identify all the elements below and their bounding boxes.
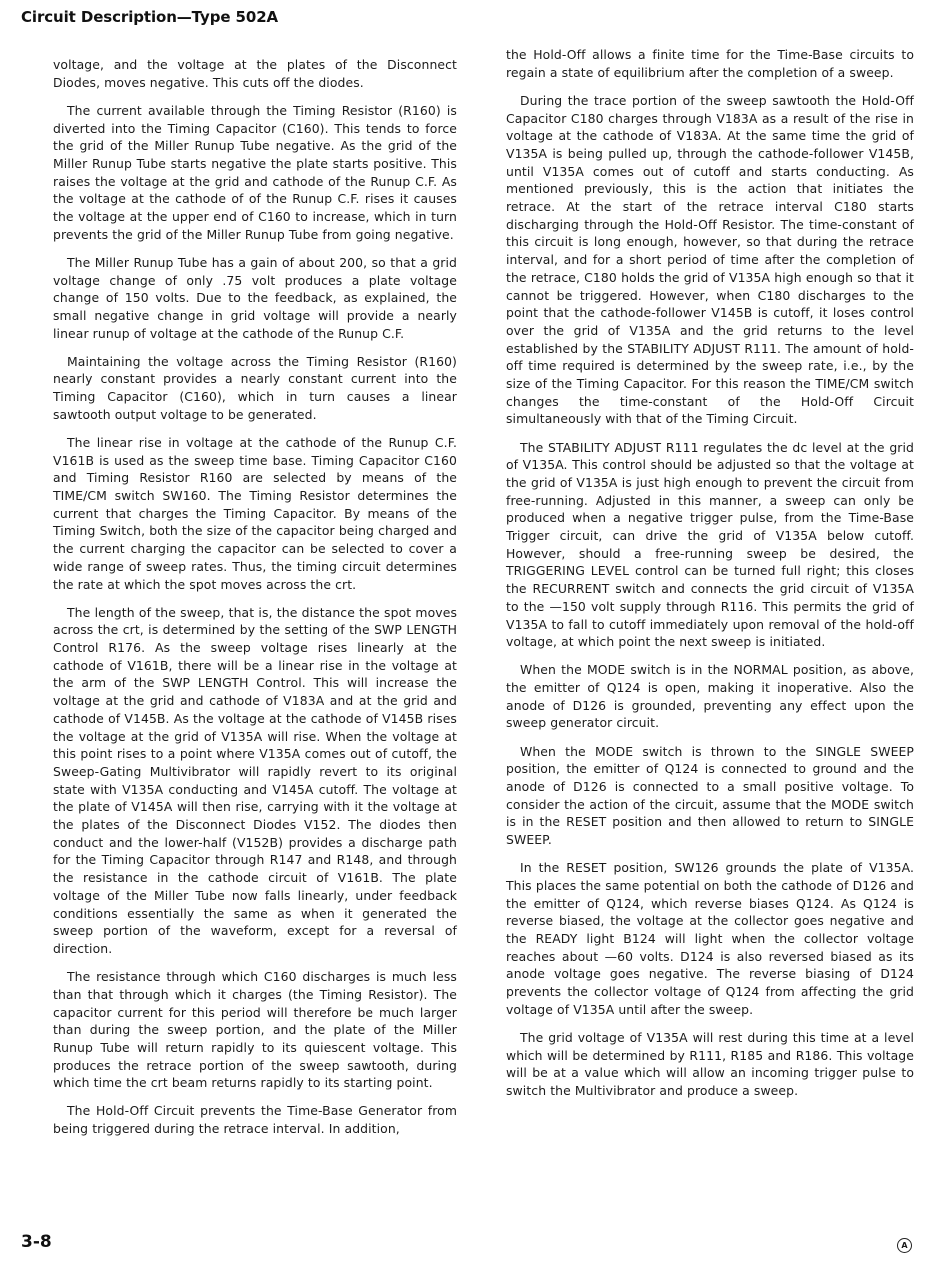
revision-mark-icon: A — [897, 1238, 912, 1253]
paragraph: During the trace portion of the sweep sawtooth the Hold-Off Capacitor C180 charges through V183A as a result of the rise in voltage at the cathode of V183A. At the same time the grid of V135A is being pulled up, through the cathode-follower V145B, until V135A comes out of cutoff and starts conducting. As mentioned previously, this is the action that initiates the retrace. At the start of the retrace interval C180 starts discharging through the Hold-Off Resistor. The time-constant of this circuit is long enough, however, so that during the retrace interval, and for a short period of time after the completion of the retrace, C180 holds the grid of V135A high enough so that it cannot be triggered. However, when C180 discharges to the point that the cathode-follower V145B is cutoff, it loses control over the grid of V135A and the grid returns to the level established by the STABILITY ADJUST R111. The amount of hold-off time required is determined by the sweep rate, i.e., by the size of the Timing Capacitor. For this reason the TIME/CM switch changes the time-constant of the Hold-Off Circuit simultaneously with that of the Timing Circuit. — [506, 92, 914, 427]
paragraph: When the MODE switch is thrown to the SINGLE SWEEP position, the emitter of Q124 is connected to ground and the anode of D126 is connected to a small positive voltage. To consider the action of the circuit, assume that the MODE switch is in the RESET position and then allowed to return to SINGLE SWEEP. — [506, 743, 914, 848]
paragraph: The Hold-Off Circuit prevents the Time-Base Generator from being triggered during the retrace interval. In addition, — [53, 1103, 457, 1137]
paragraph: The current available through the Timing Resistor (R160) is diverted into the Timing Capacitor (C160). This tends to force the grid of the Miller Runup Tube negative. As the grid of the Miller Runup Tube starts negative the plate starts positive. This raises the voltage at the grid and cathode of the Runup C.F. As the voltage at the cathode of of the Runup C.F. rises it causes the voltage at the upper end of C160 to increase, which in turn prevents the grid of the Miller Runup Tube from going negative. — [53, 102, 457, 242]
paragraph: The grid voltage of V135A will rest during this time at a level which will be determined by R111, R185 and R186. This voltage will be at a value which will allow an incoming trigger pulse to switch the Multivibrator and produce a sweep. — [506, 1029, 914, 1099]
paragraph: The linear rise in voltage at the cathode of the Runup C.F. V161B is used as the sweep time base. Timing Capacitor C160 and Timing Resistor R160 are selected by means of the TIME/CM switch SW160. The Timing Resistor determines the current that charges the Timing Capacitor. By means of the Timing Switch, both the size of the capacitor being charged and the current charging the capacitor can be selected to cover a wide range of sweep rates. Thus, the timing circuit determines the rate at which the spot moves across the crt. — [53, 434, 457, 592]
page-number: 3-8 — [21, 1232, 52, 1252]
paragraph: voltage, and the voltage at the plates of the Disconnect Diodes, moves negative. This cuts off the diodes. — [53, 57, 457, 90]
paragraph: When the MODE switch is in the NORMAL position, as above, the emitter of Q124 is open, making it inoperative. Also the anode of D126 is grounded, preventing any effect upon the sweep generator circuit. — [506, 662, 914, 731]
paragraph: Maintaining the voltage across the Timing Resistor (R160) nearly constant provides a nearly constant current into the Timing Capacitor (C160), which in turn causes a linear sawtooth output voltage to be generated. — [53, 353, 457, 422]
paragraph: The resistance through which C160 discharges is much less than that through which it charges (the Timing Resistor). The capacitor current for this period will therefore be much larger than during the sweep portion, and the plate of the Miller Runup Tube will return rapidly to its quiescent voltage. This produces the retrace portion of the sweep sawtooth, during which time the crt beam returns rapidly to its starting point. — [53, 969, 457, 1091]
paragraph: The STABILITY ADJUST R111 regulates the dc level at the grid of V135A. This control should be adjusted so that the voltage at the grid of V135A is just high enough to prevent the circuit from free-running. Adjusted in this manner, a sweep can only be produced when a negative trigger pulse, from the Time-Base Trigger circuit, can drive the grid of V135A below cutoff. However, should a free-running sweep be desired, the TRIGGERING LEVEL control can be turned full right; this closes the RECURRENT switch and connects the grid circuit of V135A to the —150 volt supply through R116. This permits the grid of V135A to fall to cutoff immediately upon removal of the hold-off voltage, at which point the next sweep is initiated. — [506, 439, 914, 650]
paragraph: In the RESET position, SW126 grounds the plate of V135A. This places the same potential on both the cathode of D126 and the emitter of Q124, which reverse biases Q124. As Q124 is reverse biased, the voltage at the collector goes negative and the READY light B124 will light when the collector voltage reaches about —60 volts. D124 is also reversed biased as its anode voltage goes negative. The reverse biasing of D124 prevents the collector voltage of Q124 from affecting the grid voltage of V135A until after the sweep. — [506, 860, 914, 1017]
paragraph: the Hold-Off allows a finite time for the Time-Base circuits to regain a state of equilibrium after the completion of a sweep. — [506, 47, 914, 80]
right-text-column — [506, 46, 914, 1110]
paragraph: The length of the sweep, that is, the distance the spot moves across the crt, is determined by the setting of the SWP LENGTH Control R176. As the sweep voltage rises linearly at the cathode of V161B, there will be a linear rise in the voltage at the arm of the SWP LENGTH Control. This will increase the voltage at the grid and cathode of V183A and at the grid and cathode of V145B. As the voltage at the cathode of V145B rises the voltage at the grid of V135A will rise. When the voltage at this point rises to a point where V135A comes out of cutoff, the Sweep-Gating Multivibrator will rapidly revert to its original state with V135A conducting and V145A cutoff. The voltage at the plate of V145A will then rise, carrying with it the voltage at the plates of the Disconnect Diodes V152. The diodes then conduct and the lower-half (V152B) provides a discharge path for the Timing Capacitor through R147 and R148, and through the resistance in the cathode circuit of V161B. The plate voltage of the Miller Tube now falls linearly, under feedback conditions essentially the same as when it generated the sweep portion of the waveform, except for a reversal of direction. — [53, 604, 457, 956]
left-text-column — [53, 56, 457, 1148]
paragraph: The Miller Runup Tube has a gain of about 200, so that a grid voltage change of only .75 volt produces a plate voltage change of 150 volts. Due to the feedback, as explained, the small negative change in grid voltage will provide a nearly linear runup of voltage at the cathode of the Runup C.F. — [53, 254, 457, 341]
page-header-title: Circuit Description—Type 502A — [21, 8, 279, 26]
